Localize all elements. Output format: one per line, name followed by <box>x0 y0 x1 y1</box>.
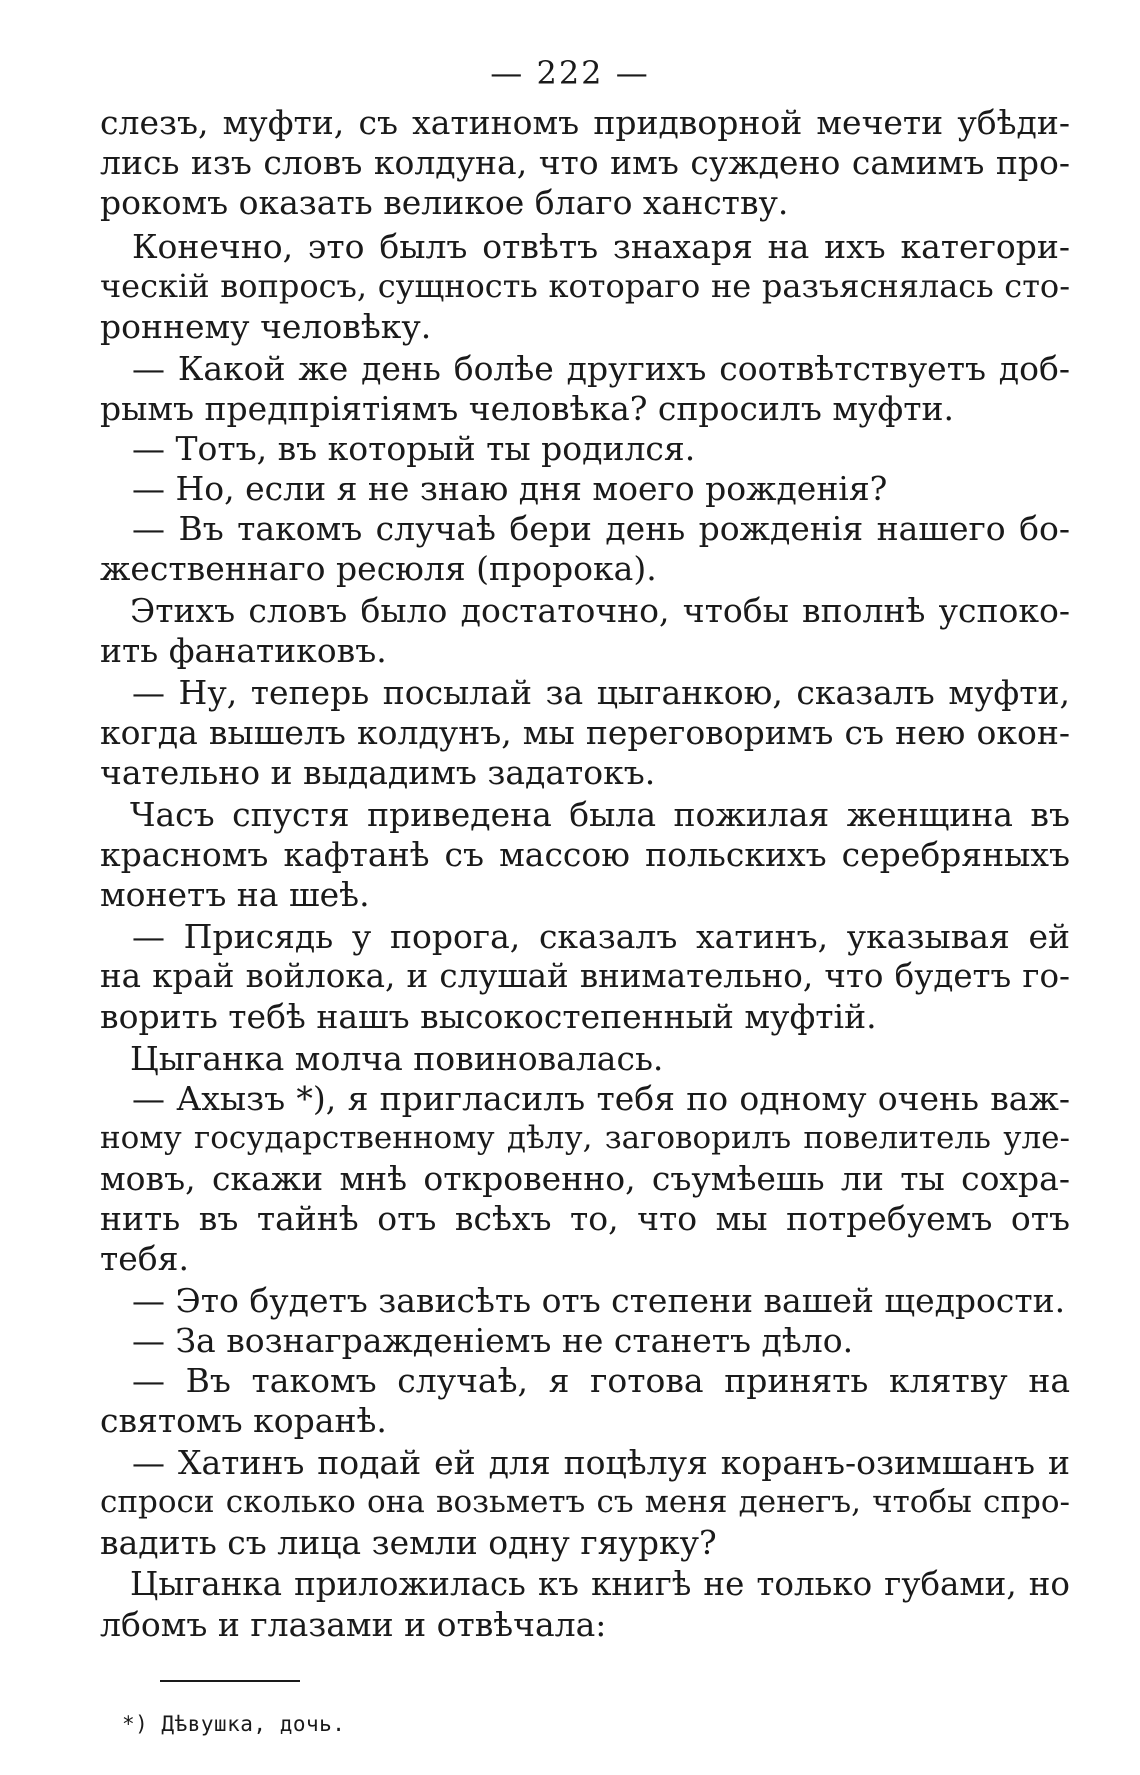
text-line: — За вознагражденіемъ не станетъ дѣло. <box>132 1321 854 1360</box>
text-line: Часъ спустя приведена была пожилая женщина въ <box>130 795 1070 834</box>
text-line: жественнаго ресюля (пророка). <box>100 549 657 588</box>
text-line: лись изъ словъ колдуна, что имъ суждено самимъ про- <box>100 143 1070 182</box>
text-line: красномъ кафтанѣ съ массою польскихъ серебряныхъ <box>100 835 1070 874</box>
text-line: нить въ тайнѣ отъ всѣхъ то, что мы потребуемъ отъ <box>100 1199 1070 1238</box>
text-line: Этихъ словъ было достаточно, чтобы вполнѣ успоко- <box>130 591 1070 630</box>
text-line: — Хатинъ подай ей для поцѣлуя коранъ-озимшанъ и <box>132 1443 1070 1482</box>
body-text <box>100 100 1070 1650</box>
text-line: тебя. <box>100 1239 189 1278</box>
text-line: — Ахызъ *), я пригласилъ тебя по одному очень важ- <box>132 1079 1070 1118</box>
text-line: — Въ такомъ случаѣ бери день рожденія нашего бо- <box>132 509 1070 548</box>
page-number: — 222 — <box>490 54 650 92</box>
text-line: ворить тебѣ нашъ высокостепенный муфтій. <box>100 997 877 1036</box>
text-line: когда вышелъ колдунъ, мы переговоримъ съ нею окон- <box>100 713 1070 752</box>
text-line: — Ну, теперь посылай за цыганкою, сказалъ муфти, <box>132 673 1070 712</box>
text-line: святомъ коранѣ. <box>100 1401 387 1440</box>
text-line: вадить съ лица земли одну гяурку? <box>100 1523 717 1562</box>
text-line: рымъ предпріятіямъ человѣка? спросилъ муфти. <box>100 389 954 428</box>
text-line: чательно и выдадимъ задатокъ. <box>100 753 656 792</box>
text-line: — Но, если я не знаю дня моего рожденія? <box>132 469 888 508</box>
text-line: — Какой же день болѣе другихъ соотвѣтствуетъ доб- <box>132 349 1070 388</box>
text-line: — Присядь у порога, сказалъ хатинъ, указывая ей <box>132 917 1070 956</box>
text-line: спроси сколько она возьметъ съ меня денегъ, чтобы спро- <box>100 1484 1070 1520</box>
text-line: Цыганка приложилась къ книгѣ не только губами, но <box>130 1565 1070 1603</box>
text-line: монетъ на шеѣ. <box>100 875 370 914</box>
text-line: на край войлока, и слушай внимательно, что будетъ го- <box>100 957 1070 995</box>
text-line: лбомъ и глазами и отвѣчала: <box>100 1605 607 1644</box>
text-line: слезъ, муфти, съ хатиномъ придворной мечети убѣди- <box>100 103 1070 142</box>
text-line: — Въ такомъ случаѣ, я готова принять клятву на <box>132 1361 1070 1400</box>
text-line: ному государственному дѣлу, заговорилъ повелитель уле- <box>100 1120 1070 1156</box>
text-line: Цыганка молча повиновалась. <box>130 1039 664 1078</box>
text-line: — Тотъ, въ который ты родился. <box>132 429 696 468</box>
text-line: ческій вопросъ, сущность котораго не разъяснялась сто- <box>100 267 1070 305</box>
footnote-divider <box>160 1680 300 1682</box>
text-line: рокомъ оказать великое благо ханству. <box>100 183 789 222</box>
text-line: мовъ, скажи мнѣ откровенно, съумѣешь ли ты сохра- <box>100 1159 1070 1198</box>
text-line: ить фанатиковъ. <box>100 631 387 670</box>
text-line: роннему человѣку. <box>100 307 432 346</box>
text-line: — Это будетъ зависѣть отъ степени вашей щедрости. <box>132 1281 1066 1320</box>
footnote: *) Дѣвушка, дочь. <box>122 1712 346 1736</box>
text-line: Конечно, это былъ отвѣтъ знахаря на ихъ категори- <box>132 227 1070 266</box>
